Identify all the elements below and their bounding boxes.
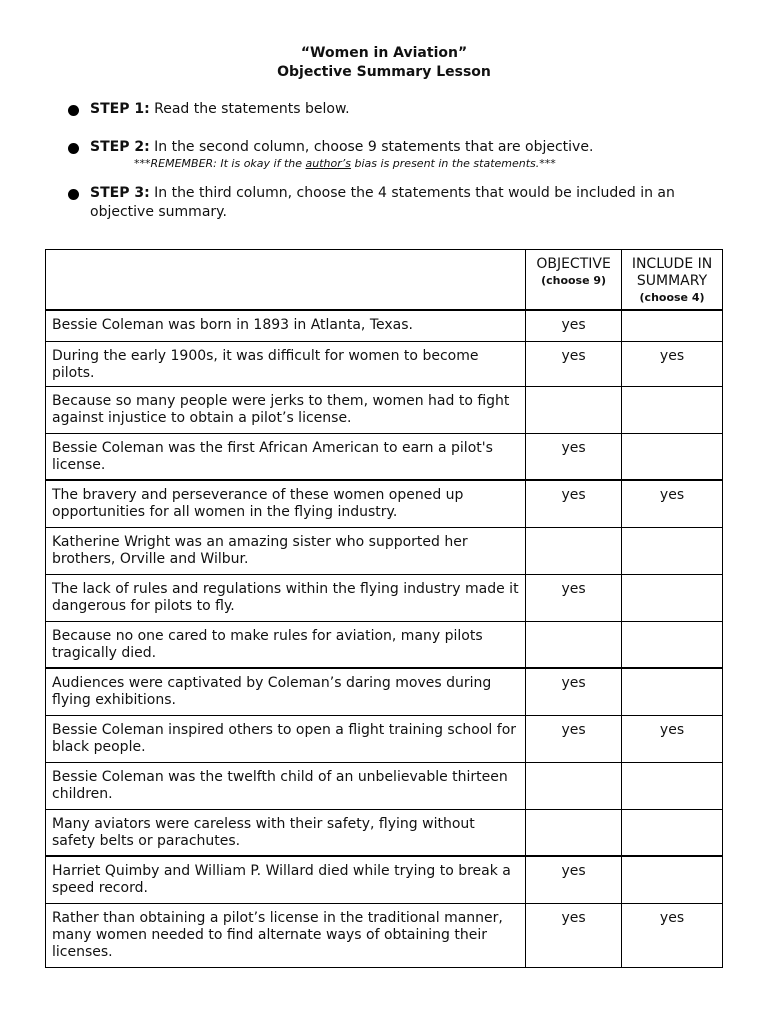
objective-cell[interactable] — [526, 527, 622, 574]
objective-cell[interactable] — [526, 621, 622, 668]
table-row — [46, 621, 723, 668]
objective-cell[interactable]: yes — [526, 715, 622, 762]
statement-cell: During the early 1900s, it was difficult for women to become pilots. — [46, 341, 526, 386]
table-row — [46, 310, 723, 341]
objective-cell[interactable]: yes — [526, 856, 622, 903]
objective-cell[interactable]: yes — [526, 668, 622, 715]
step-3-text: In the third column, choose the 4 statements that would be included in an objective summary. — [90, 185, 675, 220]
objective-cell[interactable]: yes — [526, 341, 622, 386]
objective-cell[interactable] — [526, 762, 622, 809]
statement-cell: Bessie Coleman was the twelfth child of an unbelievable thirteen children. — [46, 762, 526, 809]
statement-cell: The bravery and perseverance of these women opened up opportunities for all women in the flying industry. — [46, 480, 526, 527]
worksheet-table — [45, 249, 723, 968]
table-header-row — [46, 250, 723, 311]
step-3 — [66, 184, 706, 222]
objective-cell[interactable]: yes — [526, 903, 622, 967]
bullet-icon — [68, 143, 79, 154]
statement-cell: Audiences were captivated by Coleman’s daring moves during flying exhibitions. — [46, 668, 526, 715]
table-row — [46, 856, 723, 903]
include-header — [622, 250, 723, 311]
statement-cell: Because no one cared to make rules for aviation, many pilots tragically died. — [46, 621, 526, 668]
include-cell[interactable] — [622, 621, 723, 668]
objective-cell[interactable]: yes — [526, 310, 622, 341]
document-title — [0, 44, 768, 82]
include-cell[interactable]: yes — [622, 480, 723, 527]
step-3-label: STEP 3: — [90, 185, 150, 201]
include-cell[interactable] — [622, 310, 723, 341]
table-row — [46, 433, 723, 480]
statement-header — [46, 250, 526, 311]
statement-cell: Katherine Wright was an amazing sister who supported her brothers, Orville and Wilbur. — [46, 527, 526, 574]
reminder-pre: ***REMEMBER: It is okay if the — [134, 157, 306, 170]
include-cell[interactable] — [622, 809, 723, 856]
include-cell[interactable]: yes — [622, 903, 723, 967]
statement-cell: Many aviators were careless with their safety, flying without safety belts or parachutes. — [46, 809, 526, 856]
table-row — [46, 527, 723, 574]
include-cell[interactable] — [622, 527, 723, 574]
reminder-underlined: author’s — [305, 157, 352, 170]
objective-cell[interactable]: yes — [526, 574, 622, 621]
title-line-1: “Women in Aviation” — [300, 45, 468, 61]
step-2 — [66, 138, 706, 171]
include-cell[interactable] — [622, 668, 723, 715]
statement-cell: Rather than obtaining a pilot’s license in the traditional manner, many women needed to find alternate ways of obtaining their licenses. — [46, 903, 526, 967]
bullet-icon — [68, 189, 79, 200]
table-row — [46, 480, 723, 527]
include-cell[interactable]: yes — [622, 715, 723, 762]
instructions-list — [66, 100, 706, 222]
include-cell[interactable]: yes — [622, 341, 723, 386]
include-header-label: INCLUDE IN SUMMARY — [631, 256, 713, 289]
step-2-text: In the second column, choose 9 statements that are objective. — [149, 139, 594, 155]
include-cell[interactable] — [622, 386, 723, 433]
include-cell[interactable] — [622, 856, 723, 903]
objective-cell[interactable]: yes — [526, 433, 622, 480]
statement-cell: Harriet Quimby and William P. Willard died while trying to break a speed record. — [46, 856, 526, 903]
title-line-2: Objective Summary Lesson — [277, 64, 491, 80]
statement-cell: The lack of rules and regulations within the flying industry made it dangerous for pilots to fly. — [46, 574, 526, 621]
objective-cell[interactable] — [526, 386, 622, 433]
table-row — [46, 715, 723, 762]
include-cell[interactable] — [622, 762, 723, 809]
statement-cell: Bessie Coleman was the first African American to earn a pilot's license. — [46, 433, 526, 480]
table-row — [46, 903, 723, 967]
step-1-label: STEP 1: — [90, 101, 150, 117]
statement-cell: Bessie Coleman was born in 1893 in Atlanta, Texas. — [46, 310, 526, 341]
step-1 — [66, 100, 706, 119]
objective-header — [526, 250, 622, 311]
step-2-label: STEP 2: — [90, 139, 150, 155]
include-cell[interactable] — [622, 574, 723, 621]
objective-cell[interactable]: yes — [526, 480, 622, 527]
reminder-note — [134, 157, 706, 171]
include-header-sub: (choose 4) — [639, 291, 705, 304]
reminder-post: bias is present in the statements.*** — [351, 157, 556, 170]
bullet-icon — [68, 105, 79, 116]
objective-cell[interactable] — [526, 809, 622, 856]
statement-cell: Bessie Coleman inspired others to open a flight training school for black people. — [46, 715, 526, 762]
table-row — [46, 386, 723, 433]
table-row — [46, 668, 723, 715]
table-row — [46, 341, 723, 386]
table-row — [46, 809, 723, 856]
step-1-text: Read the statements below. — [149, 101, 350, 117]
table-row — [46, 574, 723, 621]
table-row — [46, 762, 723, 809]
statement-cell: Because so many people were jerks to them, women had to fight against injustice to obtain a pilot’s license. — [46, 386, 526, 433]
objective-header-label: OBJECTIVE — [536, 256, 611, 272]
include-cell[interactable] — [622, 433, 723, 480]
objective-header-sub: (choose 9) — [541, 274, 607, 287]
